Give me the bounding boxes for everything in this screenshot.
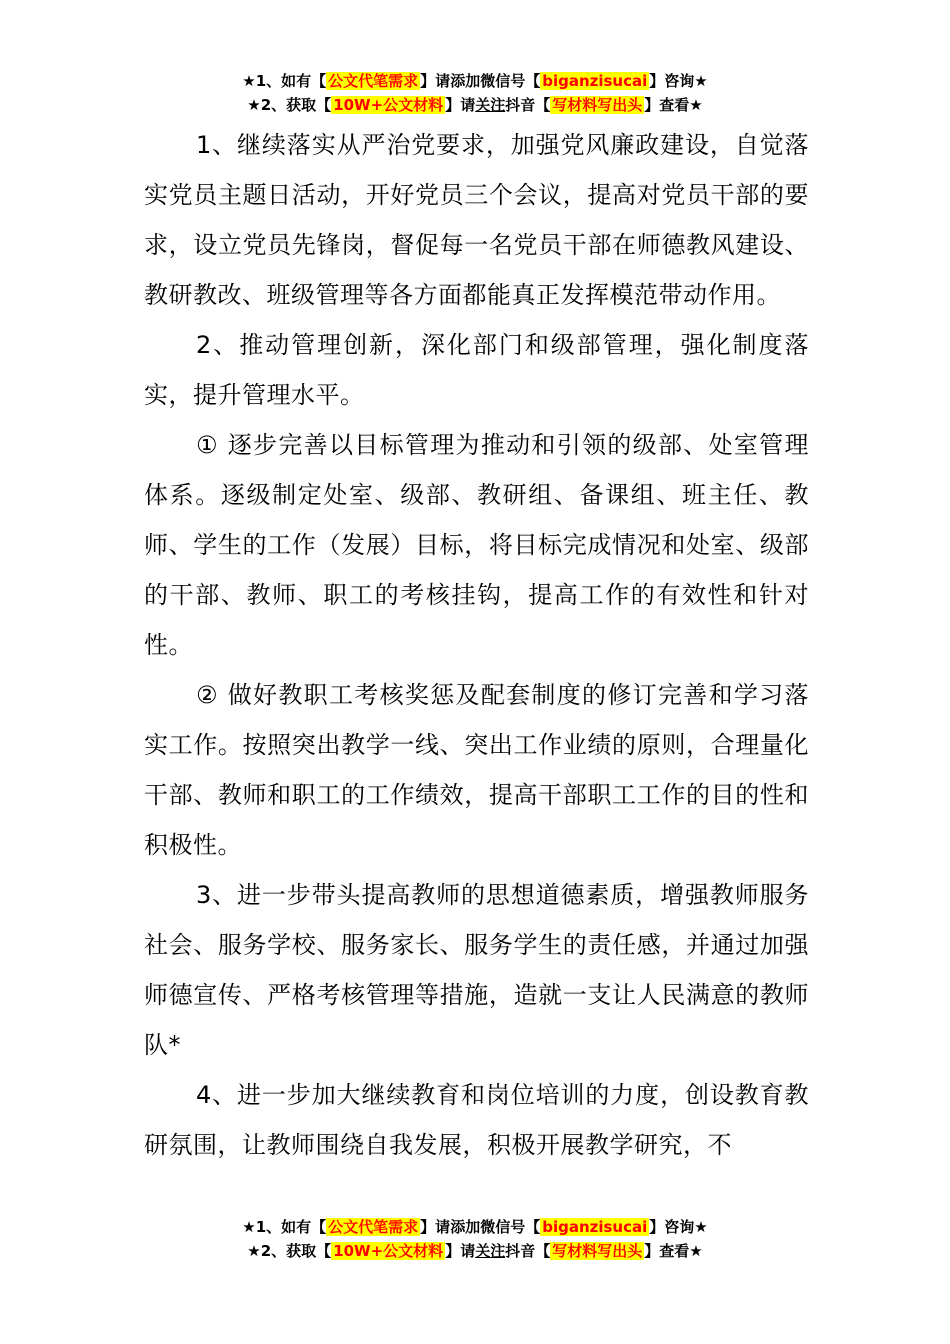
promo-text: 】请 [420, 1218, 451, 1236]
promo-emphasis: 关注 [475, 1242, 506, 1260]
promo-text: ★1、如有【 [242, 1218, 327, 1236]
promo-emphasis: 关注 [475, 96, 506, 114]
promo-douyin-id: 写材料写出头 [552, 1242, 643, 1260]
promo-line-1 [0, 69, 950, 93]
paragraph-1: 1、继续落实从严治党要求，加强党风廉政建设，自觉落实党员主题日活动，开好党员三个会议，提高对党员干部的要求，设立党员先锋岗，督促每一名党员干部在师德教风建设、教研教改、班级管理等各方面都能真正发挥模范带动作用。 [144, 131, 809, 309]
document-body [144, 120, 809, 1170]
promo-text: 微信号【 [480, 72, 541, 90]
promo-line-1 [0, 1215, 950, 1239]
promo-text: 抖音【 [505, 96, 551, 114]
promo-highlight: 10W+公文材料 [333, 1242, 444, 1260]
promo-line-2 [0, 93, 950, 117]
promo-highlight: 公文代笔需求 [328, 72, 419, 90]
promo-highlight: 10W+公文材料 [333, 96, 444, 114]
promo-douyin-id: 写材料写出头 [552, 96, 643, 114]
promo-wechat-id: biganzisucai [542, 72, 648, 90]
promo-line-2 [0, 1239, 950, 1263]
promo-text: 】查看★ [644, 96, 703, 114]
promo-text: 】查看★ [644, 1242, 703, 1260]
promo-text: 】请 [420, 72, 451, 90]
promo-text: 微信号【 [480, 1218, 541, 1236]
paragraph-5: 3、进一步带头提高教师的思想道德素质，增强教师服务社会、服务学校、服务家长、服务学生的责任感，并通过加强师德宣传、严格考核管理等措施，造就一支让人民满意的教师队* [144, 881, 809, 1059]
promo-text: ★1、如有【 [242, 72, 327, 90]
promo-highlight: 公文代笔需求 [328, 1218, 419, 1236]
promo-text: 】咨询★ [649, 72, 708, 90]
promo-text: 】请 [445, 1242, 476, 1260]
promo-text: ★2、获取【 [247, 96, 332, 114]
promo-text: ★2、获取【 [247, 1242, 332, 1260]
promo-emphasis: 添加 [450, 1218, 481, 1236]
promo-wechat-id: biganzisucai [542, 1218, 648, 1236]
promo-text: 抖音【 [505, 1242, 551, 1260]
promo-emphasis: 添加 [450, 72, 481, 90]
paragraph-6: 4、进一步加大继续教育和岗位培训的力度，创设教育教研氛围，让教师围绕自我发展，积极开展教学研究，不 [144, 1081, 809, 1159]
paragraph-3: ① 逐步完善以目标管理为推动和引领的级部、处室管理体系。逐级制定处室、级部、教研组、备课组、班主任、教师、学生的工作（发展）目标，将目标完成情况和处室、级部的干部、教师、职工的考核挂钩，提高工作的有效性和针对性。 [144, 431, 809, 659]
promo-text: 】咨询★ [649, 1218, 708, 1236]
promo-text: 】请 [445, 96, 476, 114]
paragraph-4: ② 做好教职工考核奖惩及配套制度的修订完善和学习落实工作。按照突出教学一线、突出工作业绩的原则，合理量化干部、教师和职工的工作绩效，提高干部职工工作的目的性和积极性。 [144, 681, 809, 859]
promo-banner-top [0, 69, 950, 117]
paragraph-2: 2、推动管理创新，深化部门和级部管理，强化制度落实，提升管理水平。 [144, 331, 809, 409]
promo-banner-bottom [0, 1215, 950, 1263]
